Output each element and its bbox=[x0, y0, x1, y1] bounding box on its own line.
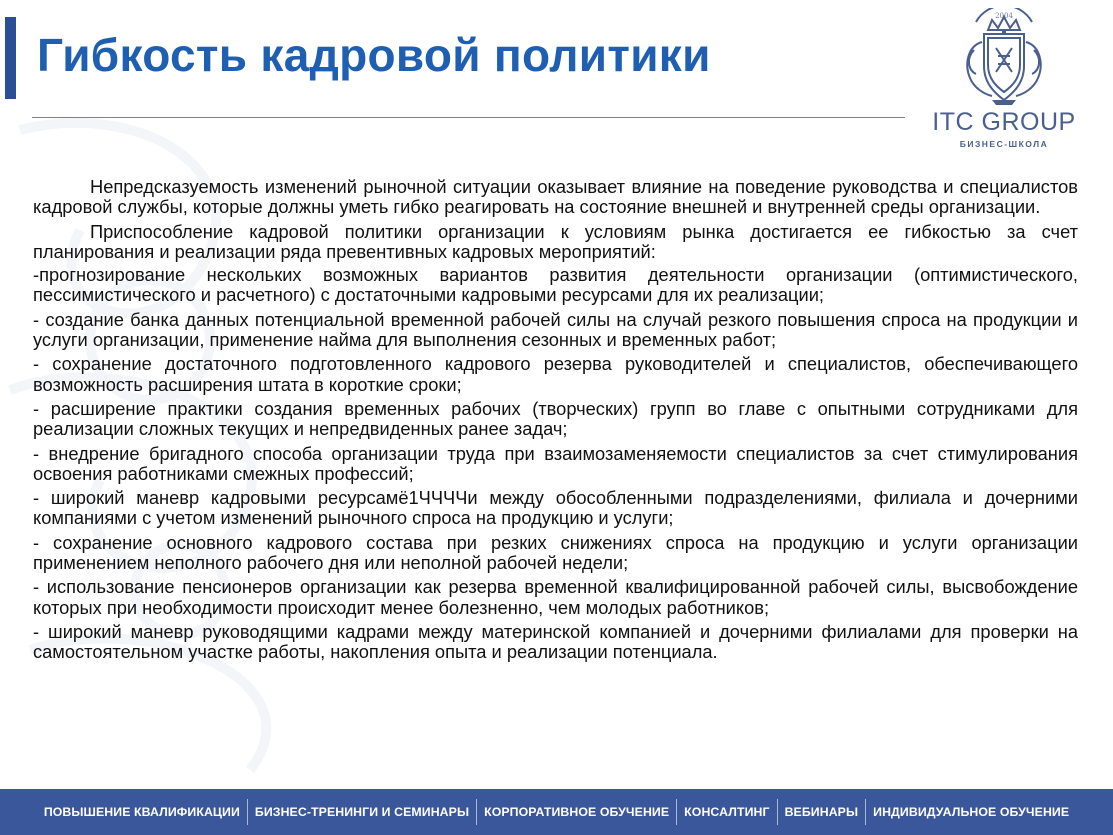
logo-year: 2004 bbox=[995, 12, 1013, 20]
logo-name: ITC GROUP bbox=[932, 108, 1076, 136]
list-item: - внедрение бригадного способа организации труда при взаимозаменяемости специалистов за счет стимулирования освоения работниками смежных профессий; bbox=[33, 442, 1078, 484]
list-item: - сохранение основного кадрового состава при резких снижениях спроса на продукцию и услуги организации применением неполного рабочего дня или неполной рабочей недели; bbox=[33, 531, 1078, 574]
nav-business-trainings[interactable]: БИЗНЕС-ТРЕНИНГИ И СЕМИНАРЫ bbox=[254, 805, 470, 819]
intro-paragraph: Приспособление кадровой политики организации к условиям рынка достигается ее гибкостью за счет планирования и реализации ряда превентивных кадровых мероприятий: bbox=[33, 220, 1078, 262]
list-item: - широкий маневр кадровыми ресурсамё1ЧЧЧЧи между обособленными подразделениями, филиала и дочерними компаниями с учетом изменений рыночного спроса на продукцию и услуги; bbox=[33, 487, 1078, 529]
page-title: Гибкость кадровой политики bbox=[37, 29, 711, 81]
body-text bbox=[33, 177, 1078, 663]
title-divider bbox=[32, 117, 905, 118]
nav-consulting[interactable]: КОНСАЛТИНГ bbox=[684, 805, 770, 819]
nav-corporate-training[interactable]: КОРПОРАТИВНОЕ ОБУЧЕНИЕ bbox=[484, 805, 670, 819]
list-item: - расширение практики создания временных рабочих (творческих) групп во главе с опытными сотрудниками для реализации сложных текущих и непредвиденных ранее задач; bbox=[33, 397, 1078, 440]
itc-group-logo bbox=[920, 8, 1088, 158]
logo-subtitle: БИЗНЕС-ШКОЛА bbox=[959, 139, 1049, 149]
nav-webinars[interactable]: ВЕБИНАРЫ bbox=[784, 805, 859, 819]
crest-icon bbox=[954, 8, 1054, 108]
list-item: - использование пенсионеров организации как резерва временной квалифицированной рабочей силы, высвобождение которых при необходимости происходит менее болезненно, чем молодых работников; bbox=[33, 576, 1078, 618]
list-item: - сохранение достаточного подготовленного кадрового резерва руководителей и специалистов, обеспечивающего возможность расширения штата в короткие сроки; bbox=[33, 353, 1078, 395]
list-item: - создание банка данных потенциальной временной рабочей силы на случай резкого повышения спроса на продукции и услуги организации, применение найма для выполнения сезонных и временных работ; bbox=[33, 308, 1078, 351]
nav-professional-development[interactable]: ПОВЫШЕНИЕ КВАЛИФИКАЦИИ bbox=[43, 805, 240, 819]
intro-paragraph: Непредсказуемость изменений рыночной ситуации оказывает влияние на поведение руководства и специалистов кадровой службы, которые должны уметь гибко реагировать на состояние внешней и внутренней среды организации. bbox=[33, 176, 1078, 218]
footer-nav bbox=[0, 789, 1113, 835]
list-item: - широкий маневр руководящими кадрами между материнской компанией и дочерними филиалами для проверки на самостоятельном участке работы, накопления опыта и реализации потенциала. bbox=[33, 620, 1078, 663]
title-accent-bar bbox=[5, 17, 16, 99]
list-item: -прогнозирование нескольких возможных вариантов развития деятельности организации (оптимистического, пессимистического и расчетного) с достаточными кадровыми ресурсами для их реализации; bbox=[33, 264, 1078, 306]
nav-individual-training[interactable]: ИНДИВИДУАЛЬНОЕ ОБУЧЕНИЕ bbox=[873, 805, 1070, 819]
